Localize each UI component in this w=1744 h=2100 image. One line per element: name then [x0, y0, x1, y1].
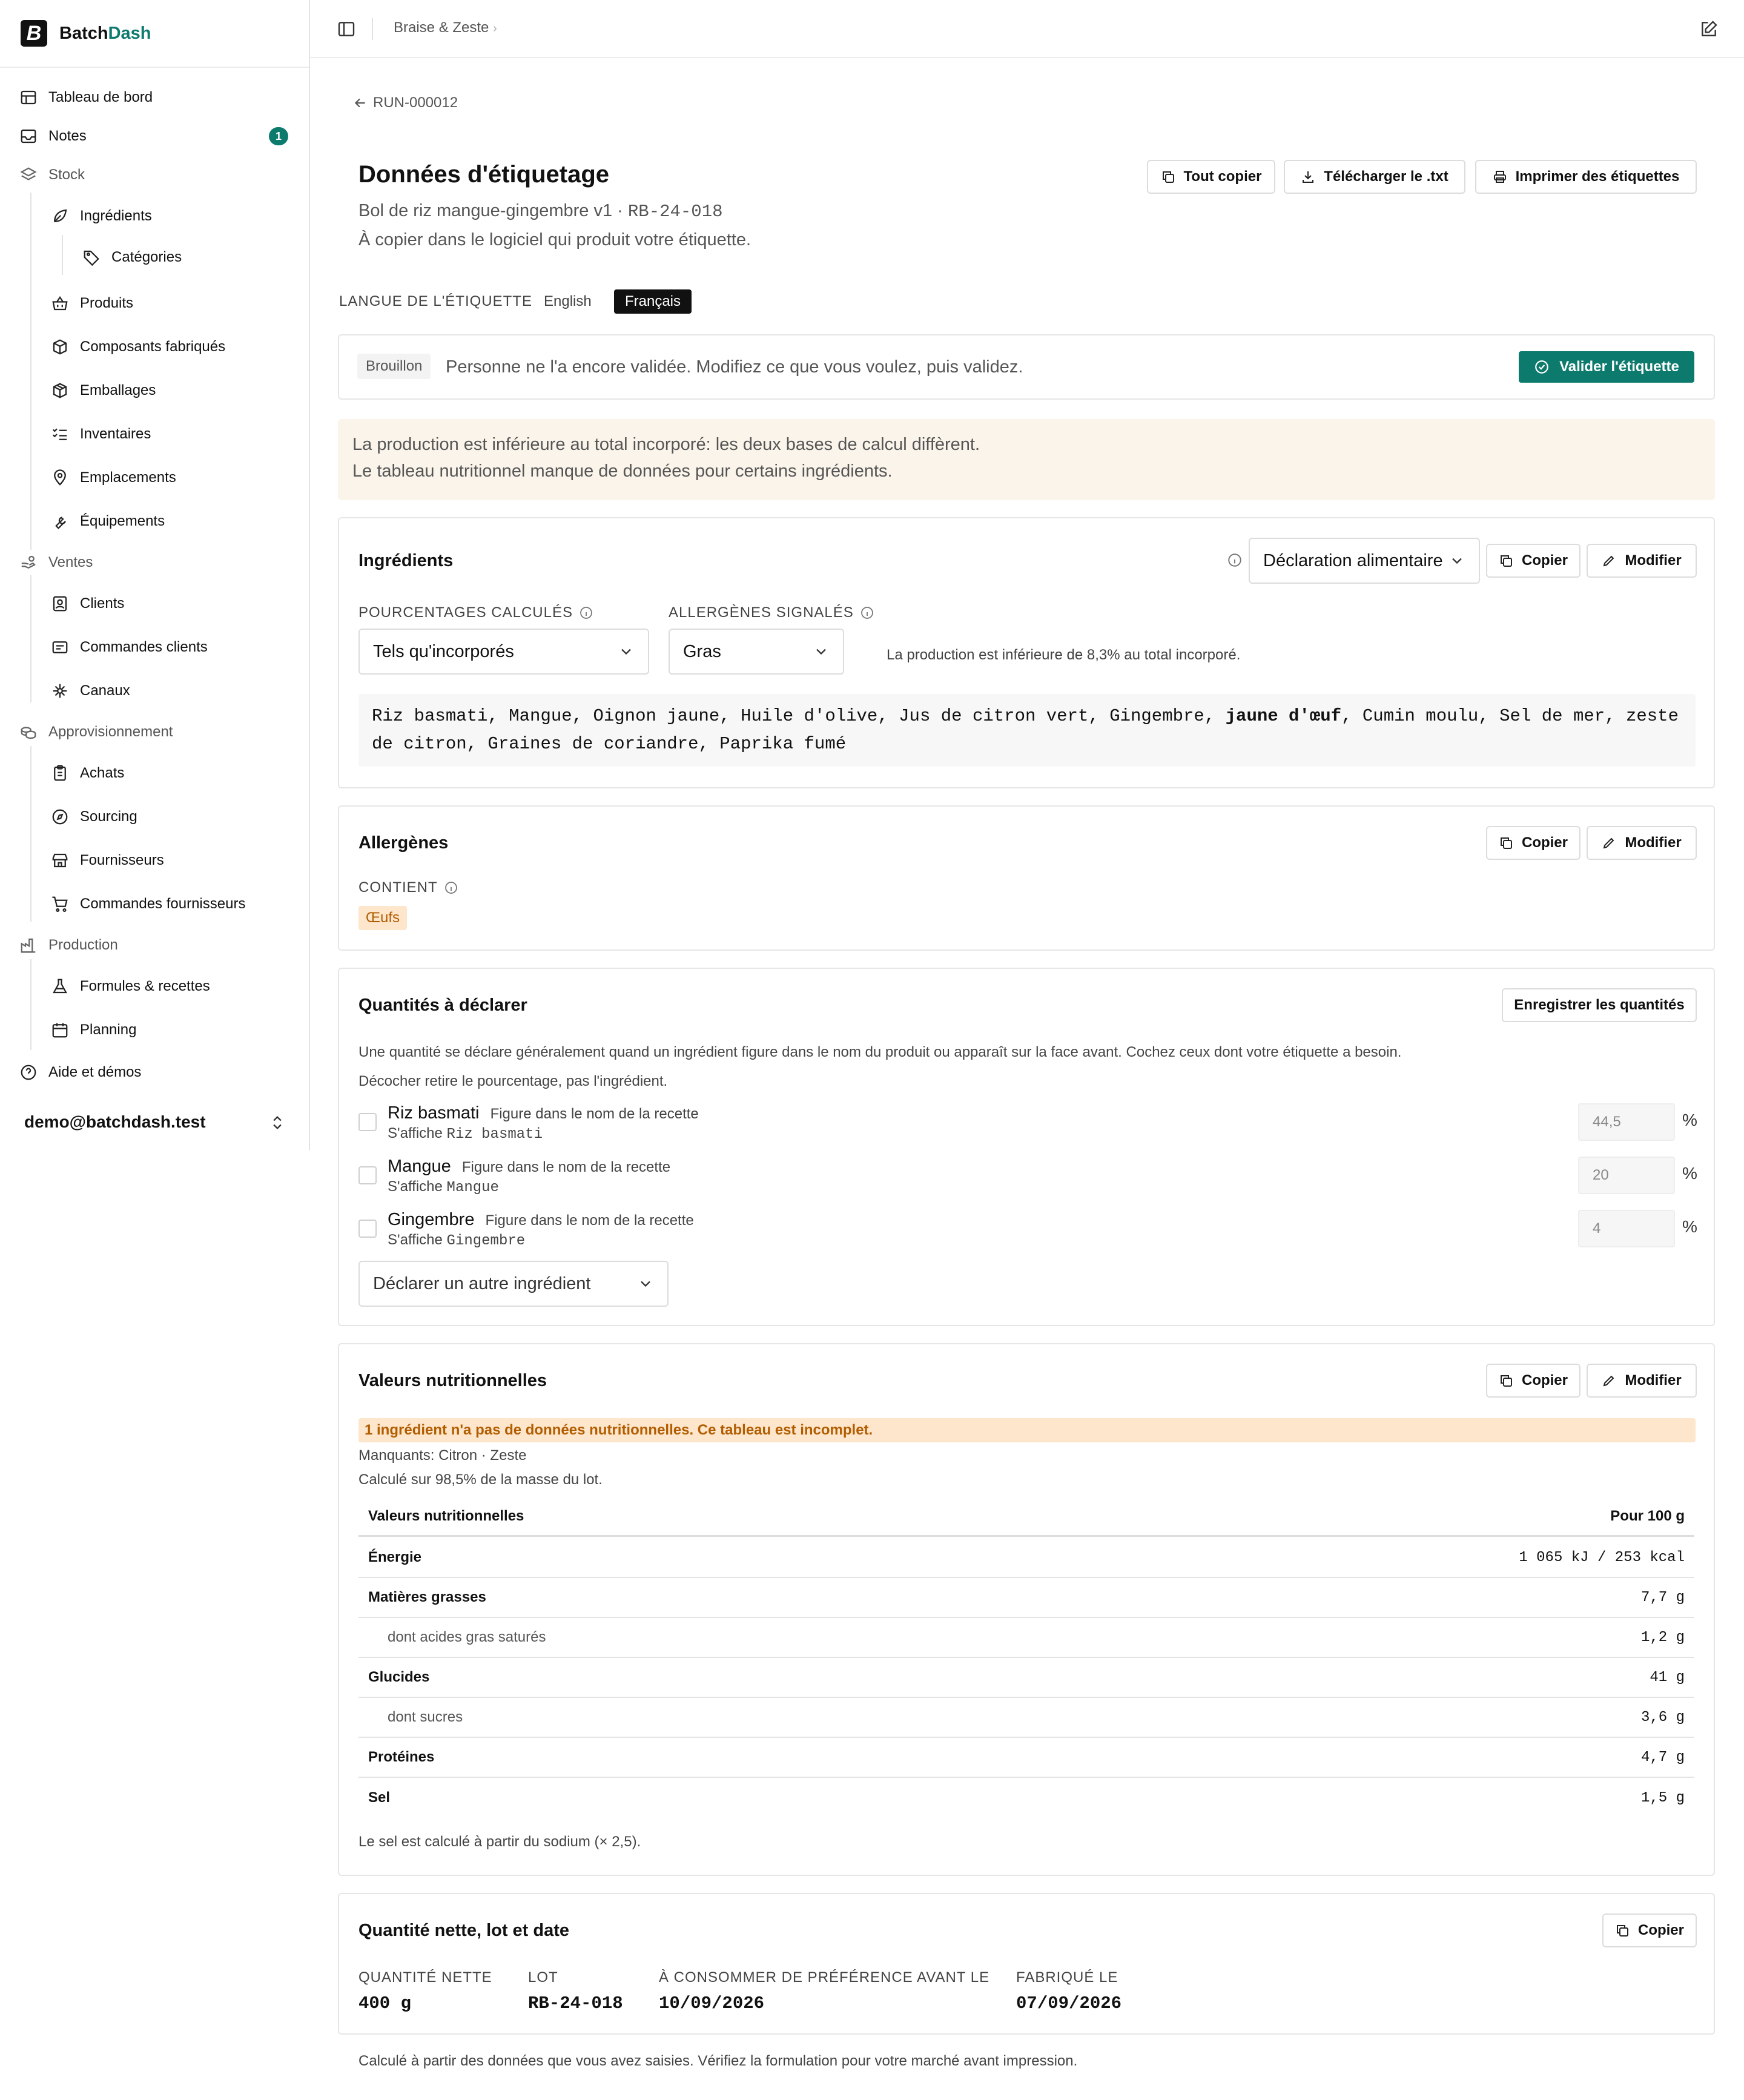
notes-badge: 1 — [269, 127, 288, 145]
production-note: La production est inférieure de 8,3% au total incorporé. — [887, 647, 1241, 663]
quantity-item: Gingembre Figure dans le nom de la recette — [388, 1210, 694, 1229]
sidebar-item-planning[interactable]: Planning — [51, 1018, 136, 1042]
sidebar-section-sales[interactable]: Ventes — [19, 550, 93, 575]
tree-line — [30, 575, 31, 702]
percent-sign: % — [1682, 1164, 1697, 1183]
sidebar-item-sourcing[interactable]: Sourcing — [51, 805, 137, 829]
breadcrumb[interactable]: Braise & Zeste › — [394, 19, 497, 36]
quantity-input[interactable]: 44,5 — [1578, 1103, 1675, 1141]
nutrition-title: Valeurs nutritionnelles — [358, 1371, 547, 1390]
divider — [372, 18, 373, 40]
draft-banner — [338, 334, 1715, 400]
warning-line: La production est inférieure au total incorporé: les deux bases de calcul diffèrent. — [352, 435, 980, 454]
coins-hand-icon — [19, 553, 38, 572]
clipboard-icon — [51, 764, 69, 782]
percent-sign: % — [1682, 1217, 1697, 1236]
ingredients-edit-button[interactable]: Modifier — [1587, 544, 1697, 578]
draft-badge: Brouillon — [357, 354, 431, 379]
salt-note: Le sel est calculé à partir du sodium (× 2,5). — [358, 1834, 641, 1850]
tree-line — [30, 193, 31, 550]
flask-icon — [51, 977, 69, 996]
sidebar-item-recipes[interactable]: Formules & recettes — [51, 974, 210, 999]
copy-icon — [1161, 170, 1175, 184]
quantity-checkbox[interactable] — [358, 1113, 377, 1131]
contact-icon — [51, 595, 69, 613]
calendar-icon — [51, 1021, 69, 1039]
wrench-icon — [51, 512, 69, 530]
store-icon — [51, 851, 69, 870]
net-field-label: À CONSOMMER DE PRÉFÉRENCE AVANT LE — [659, 1969, 990, 1986]
sidebar-item-notes[interactable]: Notes — [19, 124, 87, 148]
page-title: Données d'étiquetage — [358, 161, 610, 188]
brand-name[interactable]: BatchDash — [59, 23, 151, 43]
warning-panel — [338, 419, 1715, 500]
info-icon[interactable] — [444, 880, 458, 895]
sidebar-item-ingredients[interactable]: Ingrédients — [51, 204, 152, 228]
sidebar-item-client-orders[interactable]: Commandes clients — [51, 635, 208, 659]
nutrition-card — [338, 1343, 1715, 1876]
arrow-left-icon — [352, 95, 368, 111]
quantity-item: Mangue Figure dans le nom de la recette — [388, 1157, 671, 1176]
declare-other-select[interactable]: Déclarer un autre ingrédient — [358, 1261, 669, 1307]
chevron-down-icon — [813, 643, 830, 660]
tree-line — [62, 235, 63, 275]
quantity-shows: S'affiche Riz basmati — [388, 1125, 543, 1143]
map-pin-icon — [51, 469, 69, 487]
missing-note: Manquants: Citron · Zeste — [358, 1447, 527, 1464]
quantity-shows: S'affiche Mangue — [388, 1178, 499, 1196]
sidebar-item-categories[interactable]: Catégories — [82, 245, 182, 269]
compass-icon — [51, 808, 69, 826]
language-label: LANGUE DE L'ÉTIQUETTE — [339, 293, 532, 309]
ingredients-title: Ingrédients — [358, 551, 454, 570]
sidebar-item-supplier-orders[interactable]: Commandes fournisseurs — [51, 892, 245, 916]
layers-icon — [19, 166, 38, 184]
tree-line — [30, 959, 31, 1050]
chevron-down-icon — [618, 643, 635, 660]
chevron-down-icon — [1448, 552, 1465, 569]
copy-all-button[interactable]: Tout copier — [1147, 160, 1275, 194]
allergen-style-select[interactable]: Gras — [669, 629, 844, 675]
allergens-card — [338, 805, 1715, 951]
quantity-shows: S'affiche Gingembre — [388, 1232, 526, 1249]
nutrition-header-row: Valeurs nutritionnelles Pour 100 g — [358, 1497, 1694, 1537]
box-icon — [51, 338, 69, 356]
nutrition-row: dont acides gras saturés 1,2 g — [358, 1618, 1694, 1658]
ingredients-card — [338, 517, 1715, 788]
warning-line: Le tableau nutritionnel manque de données pour certains ingrédients. — [352, 461, 893, 481]
network-icon — [51, 682, 69, 700]
net-field-value: 07/09/2026 — [1016, 1993, 1122, 2013]
sidebar-item-purchases[interactable]: Achats — [51, 761, 124, 785]
net-field-value: RB-24-018 — [528, 1993, 623, 2013]
quantities-help-2: Décocher retire le pourcentage, pas l'ingrédient. — [358, 1073, 668, 1089]
contains-label: CONTIENT — [358, 879, 458, 896]
sidebar-section-procurement[interactable]: Approvisionnement — [19, 720, 173, 744]
draft-text: Personne ne l'a encore validée. Modifiez ce que vous voulez, puis validez. — [446, 357, 1023, 377]
sidebar-item-equipment[interactable]: Équipements — [51, 509, 165, 533]
quantity-item: Riz basmati Figure dans le nom de la recette — [388, 1103, 699, 1123]
sidebar-item-clients[interactable]: Clients — [51, 592, 124, 616]
footer-note: Calculé à partir des données que vous avez saisies. Vérifiez la formulation pour votre marché avant impression. — [358, 2053, 1078, 2069]
allergens-title: Allergènes — [358, 833, 449, 853]
ingredients-copy-button[interactable]: Copier — [1486, 544, 1580, 578]
check-circle-icon — [1534, 359, 1550, 375]
nutrition-row: Matières grasses 7,7 g — [358, 1578, 1694, 1618]
language-option-french[interactable]: Français — [614, 289, 692, 314]
net-copy-button[interactable]: Copier — [1602, 1913, 1697, 1947]
print-labels-button[interactable]: Imprimer des étiquettes — [1475, 160, 1697, 194]
quantity-input[interactable]: 4 — [1578, 1210, 1675, 1247]
quantities-title: Quantités à déclarer — [358, 996, 527, 1015]
sidebar-section-production[interactable]: Production — [19, 933, 118, 957]
net-field-value: 10/09/2026 — [659, 1993, 765, 2013]
package-icon — [51, 381, 69, 400]
info-icon[interactable] — [579, 606, 593, 620]
copy-icon — [1499, 1373, 1513, 1388]
copy-icon — [1499, 553, 1513, 568]
sidebar-item-dashboard[interactable]: Tableau de bord — [19, 85, 153, 110]
allergens-copy-button[interactable]: Copier — [1486, 826, 1580, 860]
info-icon[interactable] — [860, 606, 874, 620]
chevron-down-icon — [637, 1275, 654, 1292]
page-description: À copier dans le logiciel qui produit votre étiquette. — [358, 230, 751, 249]
sidebar-item-packaging[interactable]: Emballages — [51, 378, 156, 403]
pct-select[interactable]: Tels qu'incorporés — [358, 629, 649, 675]
printer-icon — [1493, 170, 1507, 184]
inbox-icon — [19, 127, 38, 145]
net-field-label: QUANTITÉ NETTE — [358, 1969, 492, 1986]
leaf-icon — [51, 207, 69, 225]
nutrition-row: dont sucres 3,6 g — [358, 1698, 1694, 1738]
pencil-icon — [1602, 836, 1616, 850]
quantity-input[interactable]: 20 — [1578, 1157, 1675, 1194]
nutrition-copy-button[interactable]: Copier — [1486, 1364, 1580, 1398]
language-option-english[interactable]: English — [544, 293, 592, 309]
copy-icon — [1615, 1923, 1630, 1938]
table-icon — [19, 88, 38, 107]
download-txt-button[interactable]: Télécharger le .txt — [1284, 160, 1465, 194]
allergen-chip: Œufs — [358, 906, 407, 930]
cart-icon — [51, 895, 69, 913]
help-icon — [19, 1063, 38, 1081]
net-field-label: FABRIQUÉ LE — [1016, 1969, 1118, 1986]
nutrition-row: Protéines 4,7 g — [358, 1738, 1694, 1778]
nutrition-alert: 1 ingrédient n'a pas de données nutritionnelles. Ce tableau est incomplet. — [358, 1418, 1696, 1442]
edit-square-icon[interactable] — [1699, 19, 1719, 39]
basket-icon — [51, 294, 69, 312]
factory-icon — [19, 936, 38, 954]
basis-note: Calculé sur 98,5% de la masse du lot. — [358, 1471, 603, 1488]
copy-icon — [1499, 836, 1513, 850]
pencil-icon — [1602, 1373, 1616, 1388]
list-checks-icon — [51, 425, 69, 443]
pencil-icon — [1602, 553, 1616, 568]
declaration-format-select[interactable]: Déclaration alimentaire — [1249, 538, 1480, 584]
receipt-icon — [51, 638, 69, 656]
net-field-label: LOT — [528, 1969, 558, 1986]
back-link[interactable]: RUN-000012 — [352, 94, 458, 111]
net-field-value: 400 g — [358, 1993, 412, 2013]
save-quantities-button[interactable]: Enregistrer les quantités — [1502, 988, 1697, 1022]
sidebar-item-inventories[interactable]: Inventaires — [51, 422, 151, 446]
user-menu[interactable]: demo@batchdash.test — [0, 1102, 309, 1142]
quantities-card — [338, 968, 1715, 1326]
net-quantity-card — [338, 1893, 1715, 2035]
validate-label-button[interactable]: Valider l'étiquette — [1519, 351, 1694, 383]
tag-icon — [82, 248, 101, 266]
tree-line — [30, 746, 31, 922]
ingredient-list: Riz basmati, Mangue, Oignon jaune, Huile d'olive, Jus de citron vert, Gingembre, jaune d'œuf, Cumin moulu, Sel de mer, zeste de citron, Graines de coriandre, Paprika fumé — [358, 694, 1696, 767]
sidebar-item-help[interactable]: Aide et démos — [19, 1060, 141, 1085]
sidebar-toggle-icon[interactable] — [337, 19, 356, 39]
info-icon[interactable] — [1227, 552, 1243, 568]
page-subtitle: Bol de riz mangue-gingembre v1 · RB-24-018 — [358, 201, 723, 222]
brand-logo[interactable]: B — [21, 20, 47, 47]
download-icon — [1301, 170, 1315, 184]
percent-sign: % — [1682, 1111, 1697, 1129]
net-title: Quantité nette, lot et date — [358, 1921, 570, 1940]
chevrons-up-down-icon — [269, 1113, 286, 1132]
quantity-checkbox[interactable] — [358, 1166, 377, 1184]
allergen-label: ALLERGÈNES SIGNALÉS — [669, 604, 874, 621]
quantity-checkbox[interactable] — [358, 1220, 377, 1238]
allergens-edit-button[interactable]: Modifier — [1587, 826, 1697, 860]
nutrition-row: Glucides 41 g — [358, 1658, 1694, 1698]
nutrition-row: Sel 1,5 g — [368, 1789, 1685, 1806]
quantities-help: Une quantité se déclare généralement quand un ingrédient figure dans le nom du produit ou apparaît sur la face avant. Cochez ceux dont votre étiquette a besoin. — [358, 1044, 1402, 1060]
sidebar-item-products[interactable]: Produits — [51, 291, 133, 315]
top-bar — [310, 0, 1744, 58]
coins-icon — [19, 723, 38, 741]
sidebar-section-stock[interactable]: Stock — [19, 163, 85, 187]
sidebar — [0, 0, 310, 1151]
nutrition-edit-button[interactable]: Modifier — [1587, 1364, 1697, 1398]
sidebar-item-components[interactable]: Composants fabriqués — [51, 335, 225, 359]
sidebar-item-locations[interactable]: Emplacements — [51, 466, 176, 490]
sidebar-header — [0, 0, 309, 68]
pct-label: POURCENTAGES CALCULÉS — [358, 604, 593, 621]
nutrition-row: Énergie 1 065 kJ / 253 kcal — [358, 1538, 1694, 1578]
sidebar-item-suppliers[interactable]: Fournisseurs — [51, 848, 164, 873]
sidebar-item-channels[interactable]: Canaux — [51, 679, 130, 703]
